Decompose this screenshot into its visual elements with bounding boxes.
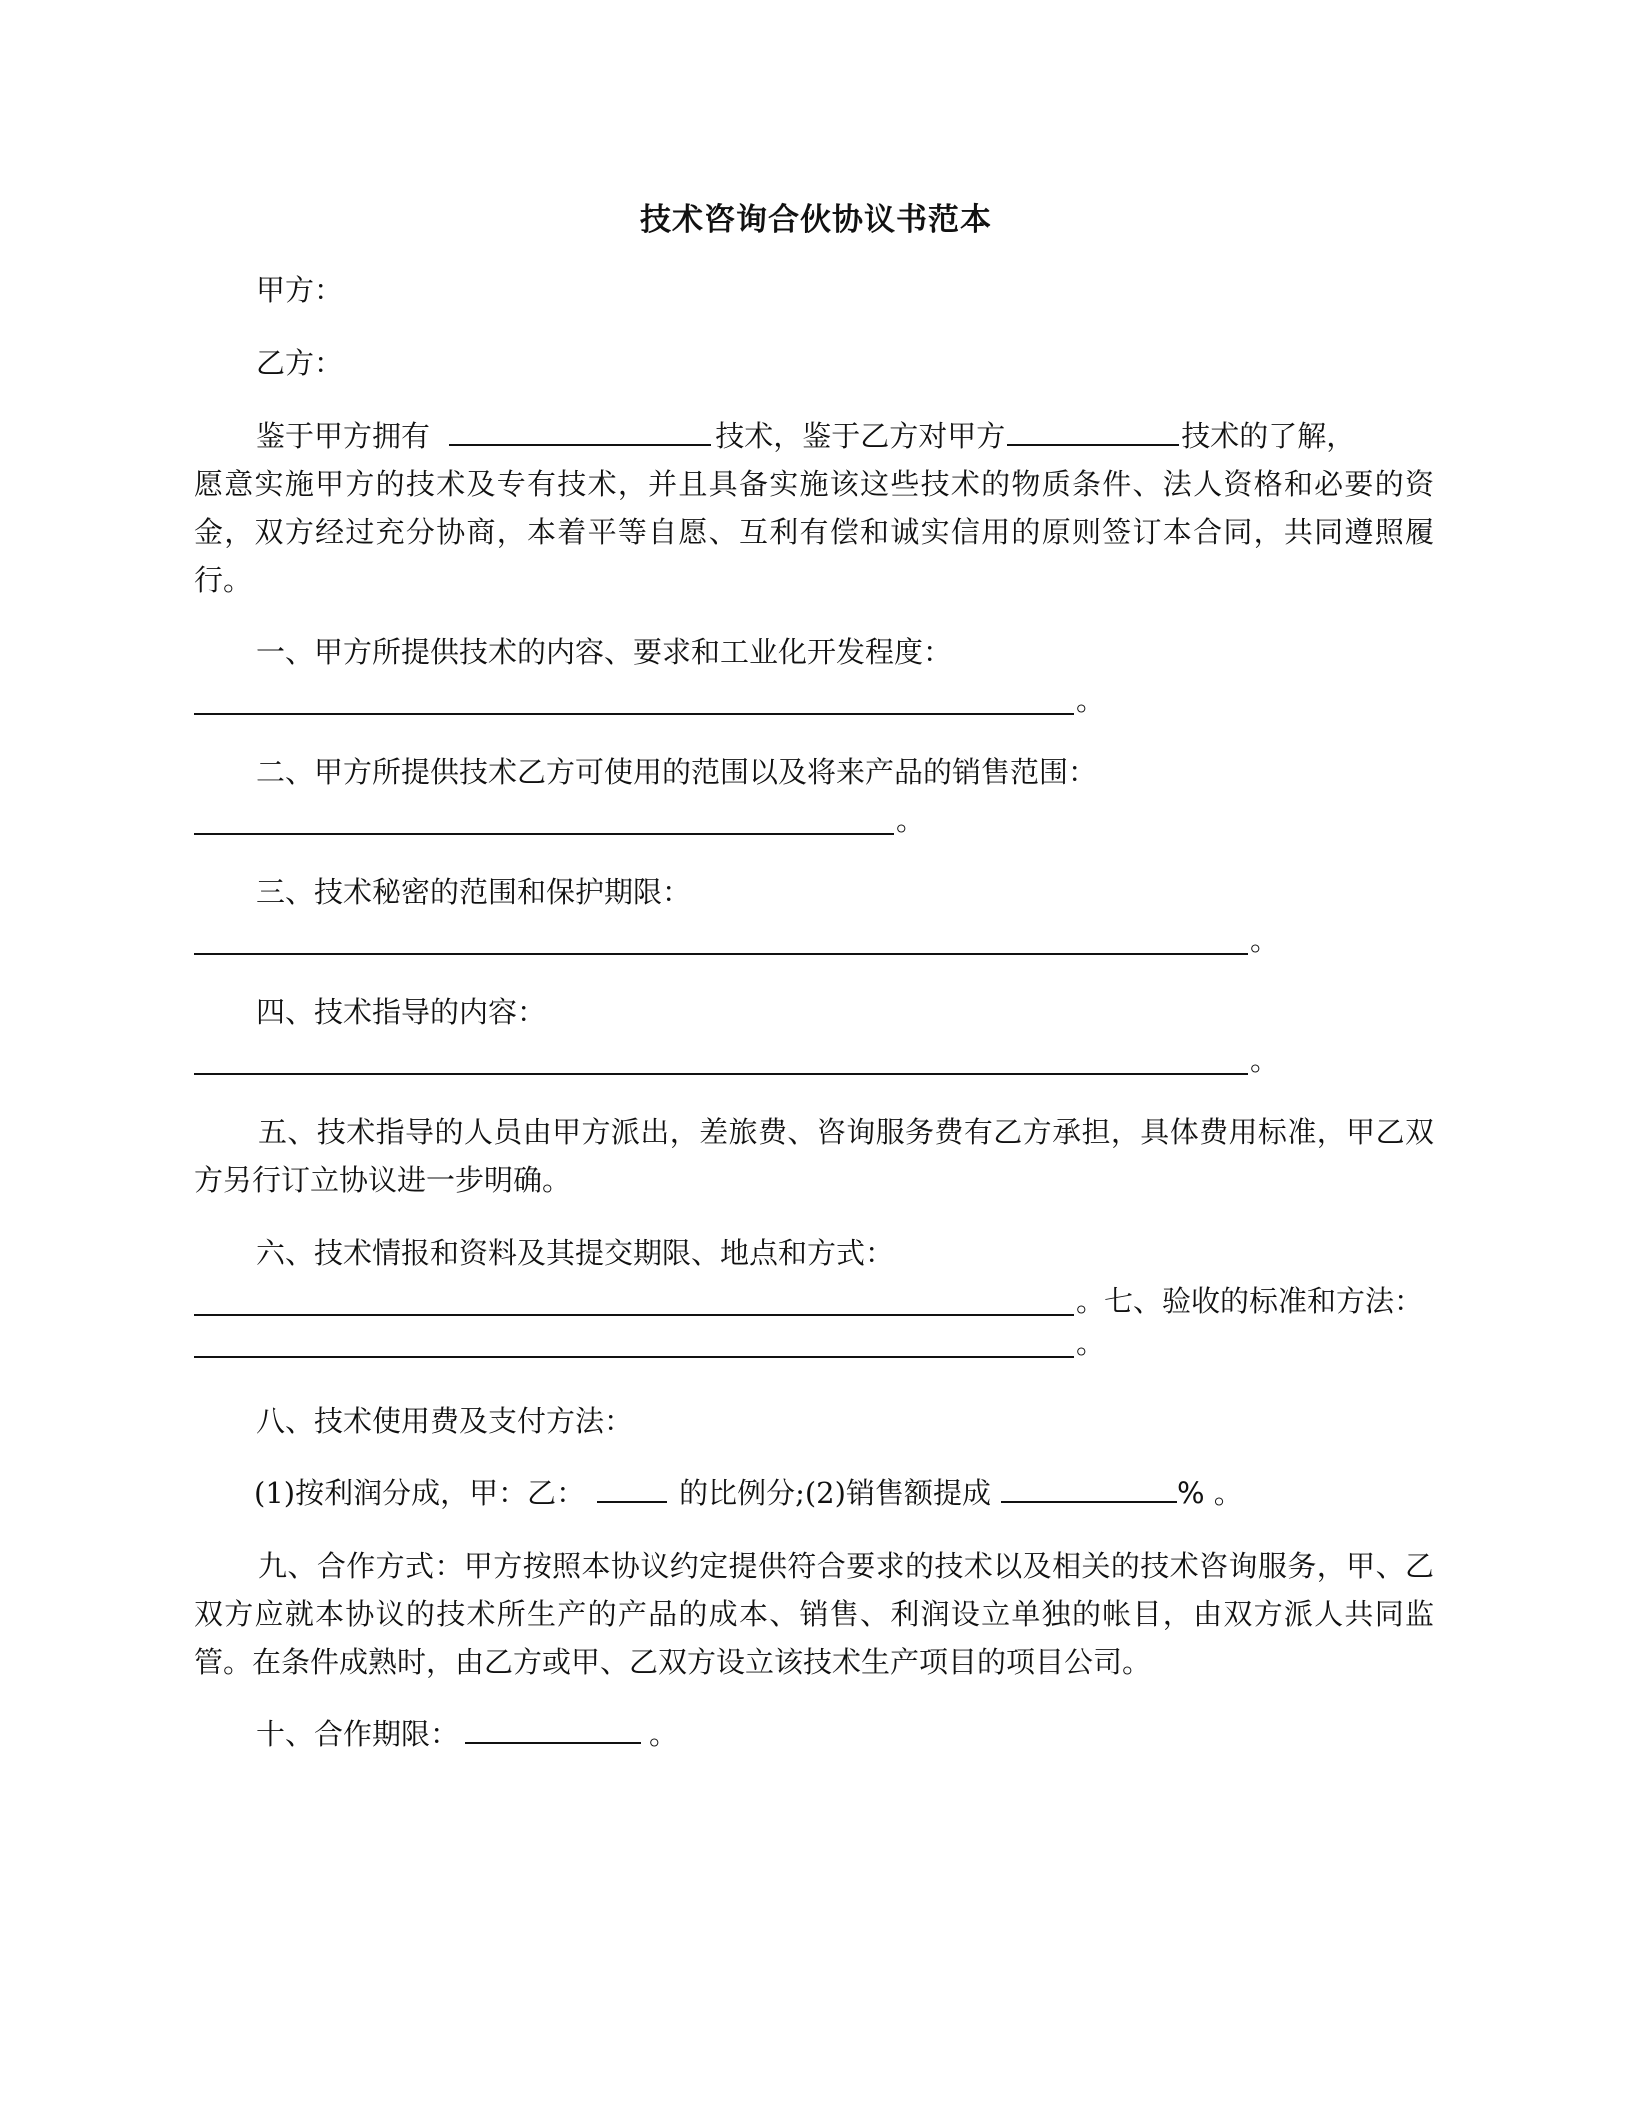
- clause-7-blank[interactable]: [194, 1326, 1074, 1358]
- cooperation-period-blank[interactable]: [465, 1712, 641, 1744]
- sales-commission-blank[interactable]: [1001, 1471, 1177, 1503]
- clause-1-period: 。: [1076, 683, 1106, 717]
- clause-10: [256, 1710, 678, 1758]
- clause-5: 五、技术指导的人员由甲方派出，差旅费、咨询服务费有乙方承担，具体费用标准，甲乙双方另行订立协议进一步明确。: [194, 1115, 1434, 1197]
- clause-8-text-1: (1)按利润分成，甲：乙：: [254, 1476, 586, 1510]
- tech-understanding-blank[interactable]: [1007, 414, 1179, 446]
- clause-3-period: 。: [1250, 923, 1280, 957]
- percent-sign: %: [1176, 1476, 1205, 1510]
- party-a-label: 甲方：: [256, 273, 344, 307]
- clause-6-period: 。: [1076, 1284, 1106, 1318]
- intro-text-3: 技术的了解，: [1181, 419, 1356, 453]
- clause-6-blank[interactable]: [194, 1284, 1074, 1316]
- clause-10-period: 。: [649, 1717, 679, 1751]
- clause-1-blank[interactable]: [194, 683, 1074, 715]
- clause-2-period: 。: [896, 803, 926, 837]
- intro-paragraph: 愿意实施甲方的技术及专有技术，并且具备实施该这些技术的物质条件、法人资格和必要的资金，双方经过充分协商，本着平等自愿、互利有偿和诚实信用的原则签订本合同，共同遵照履行。: [194, 467, 1434, 597]
- intro-line-1: [256, 412, 1355, 460]
- profit-ratio-blank[interactable]: [597, 1471, 667, 1503]
- party-b-label: 乙方：: [256, 346, 344, 380]
- clause-6: 六、技术情报和资料及其提交期限、地点和方式：: [256, 1236, 895, 1270]
- clause-4-blank[interactable]: [194, 1043, 1248, 1075]
- clause-7-period: 。: [1076, 1326, 1106, 1360]
- clause-7: 七、验收的标准和方法：: [1104, 1284, 1424, 1318]
- clause-2: 二、甲方所提供技术乙方可使用的范围以及将来产品的销售范围：: [256, 755, 1098, 789]
- intro-text-2: 技术，鉴于乙方对甲方: [715, 419, 1006, 453]
- clause-8-end: 。: [1213, 1476, 1243, 1510]
- clause-3: 三、技术秘密的范围和保护期限：: [256, 875, 692, 909]
- clause-8-detail: [254, 1469, 1243, 1517]
- clause-9: 九、合作方式：甲方按照本协议约定提供符合要求的技术以及相关的技术咨询服务，甲、乙双方应就本协议的技术所生产的产品的成本、销售、利润设立单独的帐目，由双方派人共同监管。在条件成熟时，由乙方或甲、乙双方设立该技术生产项目的项目公司。: [194, 1549, 1434, 1679]
- clause-3-blank[interactable]: [194, 923, 1248, 955]
- document-title: 技术咨询合伙协议书范本: [640, 202, 992, 238]
- clause-4-period: 。: [1250, 1043, 1280, 1077]
- clause-4: 四、技术指导的内容：: [256, 995, 547, 1029]
- intro-text-1: 鉴于甲方拥有: [256, 419, 431, 453]
- clause-8: 八、技术使用费及支付方法：: [256, 1404, 634, 1438]
- clause-1: 一、甲方所提供技术的内容、要求和工业化开发程度：: [256, 635, 953, 669]
- clause-2-blank[interactable]: [194, 803, 894, 835]
- tech-name-blank[interactable]: [449, 414, 711, 446]
- clause-10-label: 十、合作期限：: [256, 1717, 460, 1751]
- clause-8-text-2: 的比例分;(2)销售额提成: [679, 1476, 991, 1510]
